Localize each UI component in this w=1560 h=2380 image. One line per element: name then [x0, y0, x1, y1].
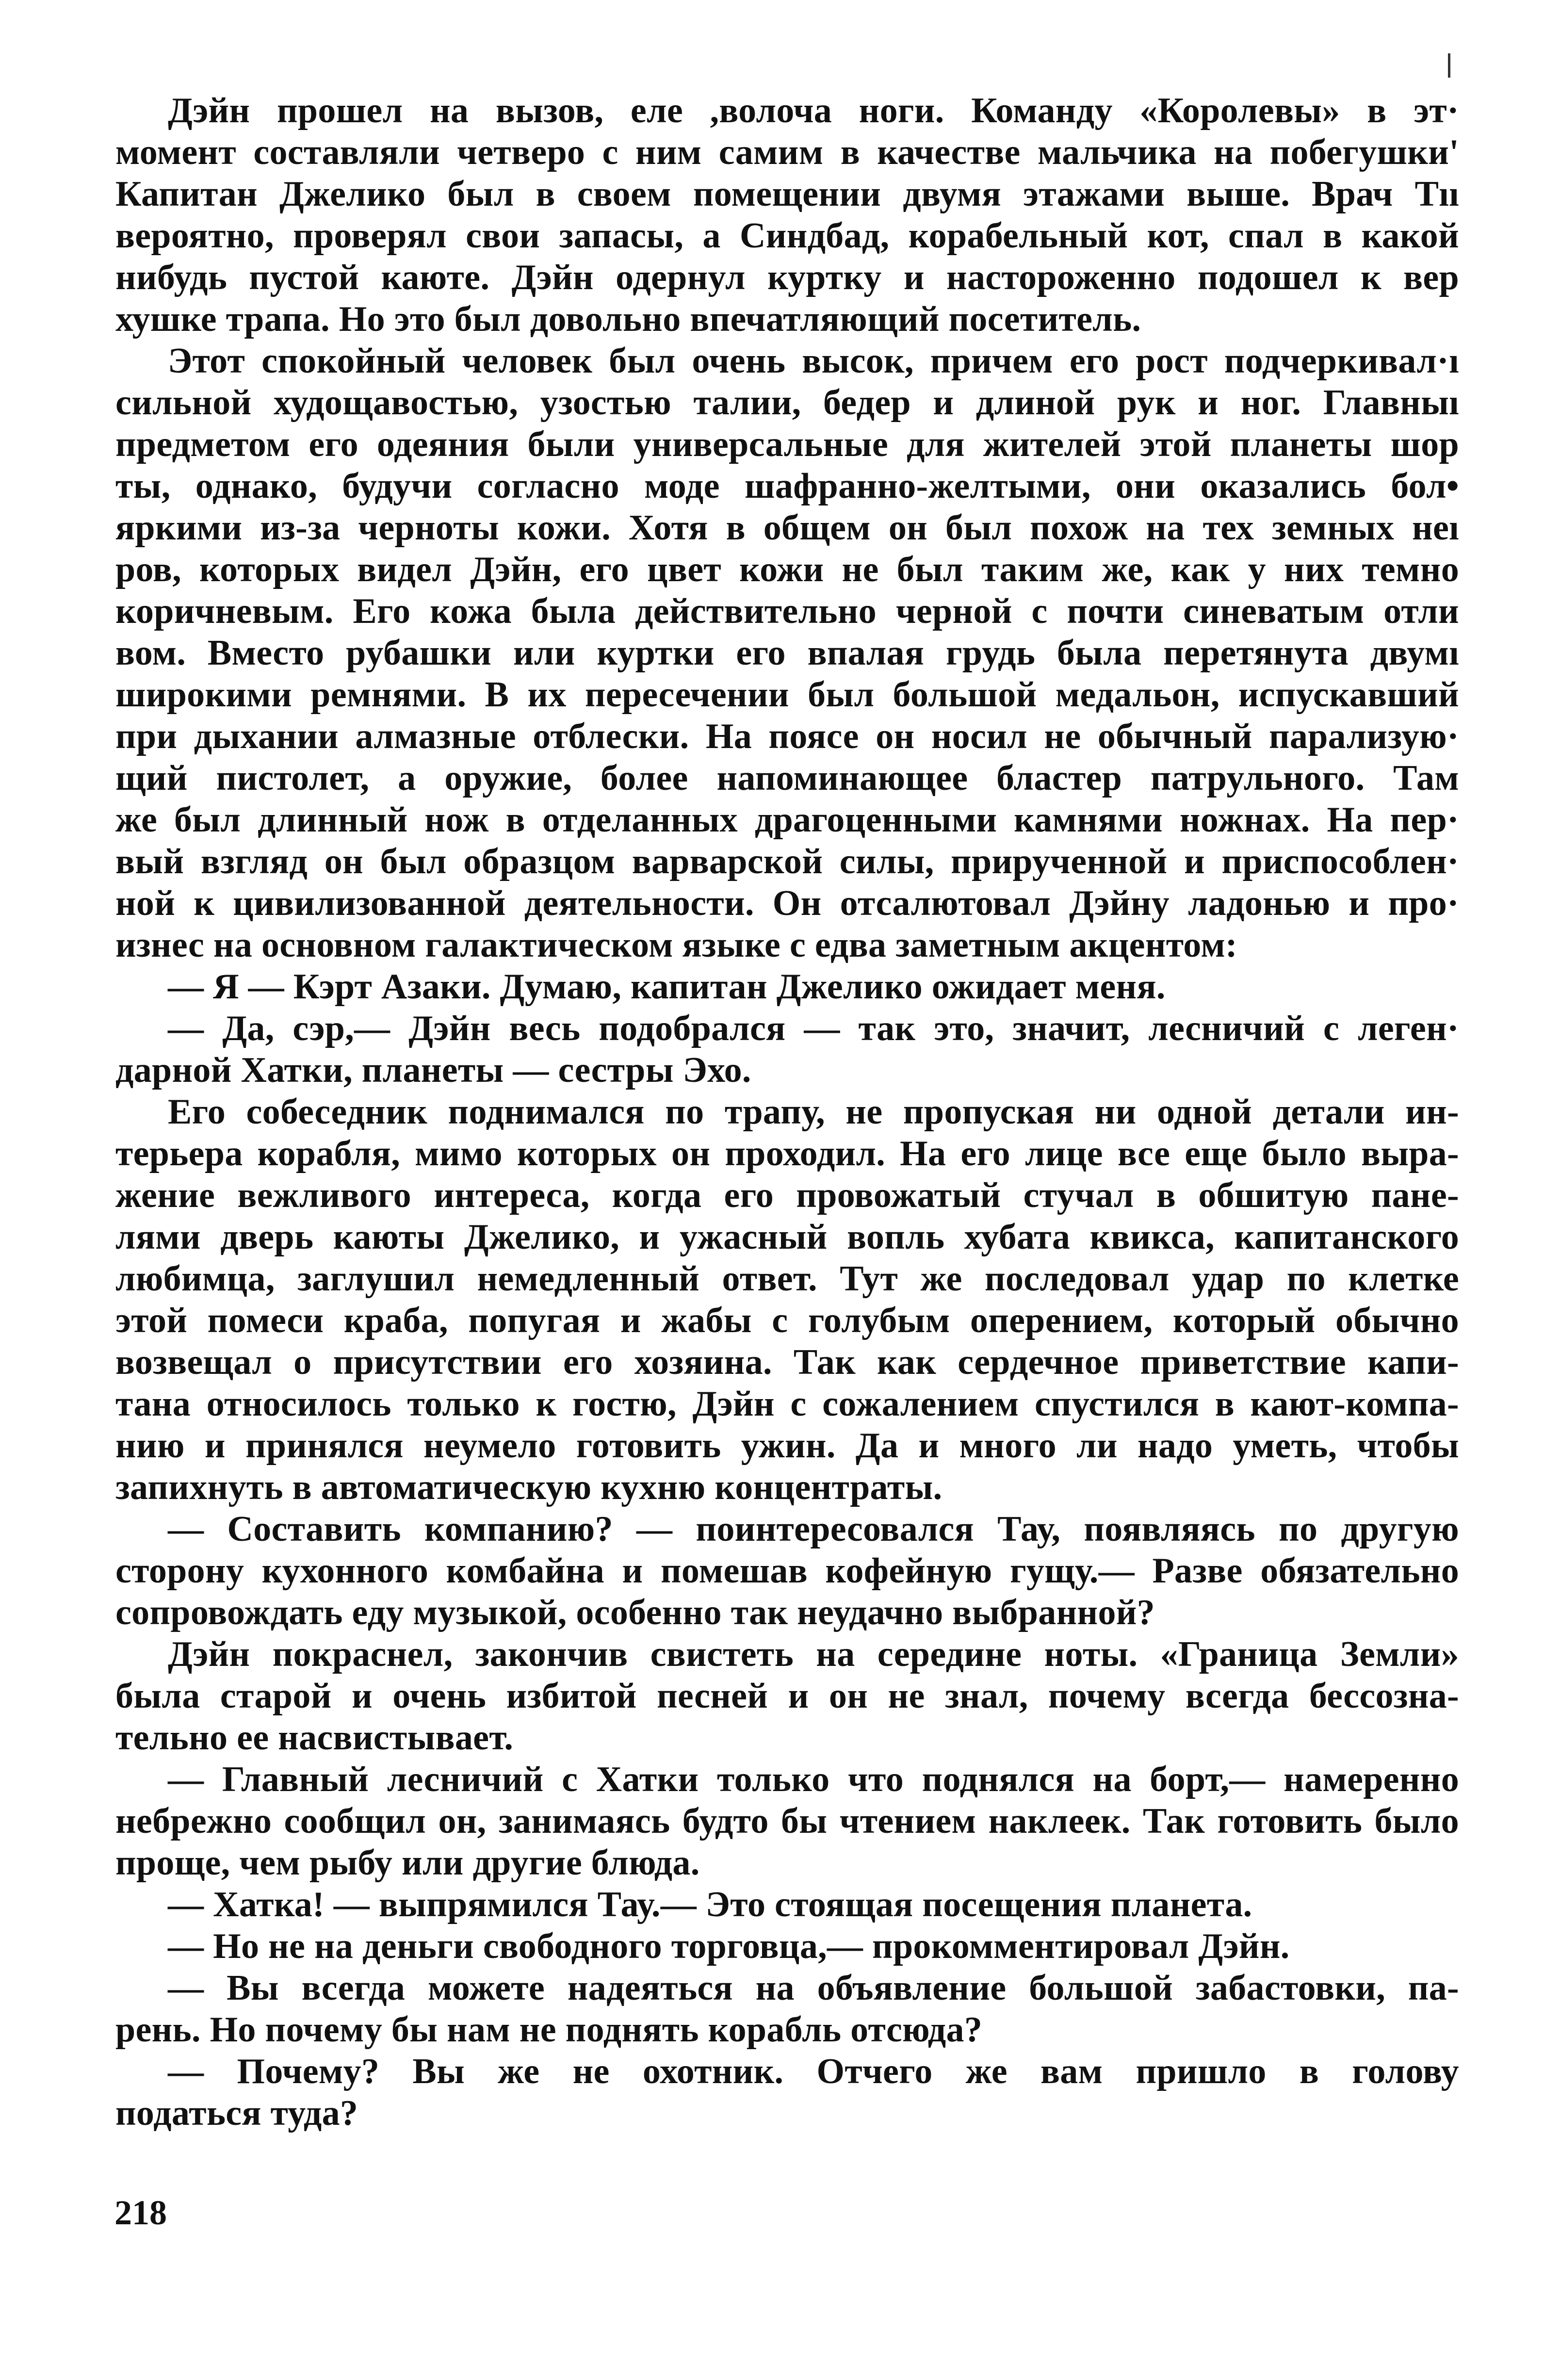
text-line: Его собеседник поднимался по трапу, не пропуская ни одной детали ин-: [168, 1092, 1459, 1132]
text-line: — Хатка! — выпрямился Тау.— Это стоящая посещения планета.: [168, 1885, 1252, 1924]
text-line: — Да, сэр,— Дэйн весь подобрался — так это, значит, лесничий с леген·: [168, 1009, 1459, 1048]
text-line: щий пистолет, а оружие, более напоминающее бластер патрульного. Там: [115, 758, 1459, 798]
text-line: жение вежливого интереса, когда его провожатый стучал в обшитую пане-: [115, 1175, 1459, 1215]
text-line: Дэйн прошел на вызов, еле ,волоча ноги. Команду «Королевы» в эт·: [168, 91, 1459, 130]
margin-mark: [1448, 53, 1450, 78]
text-line: возвещал о присутствии его хозяина. Так как сердечное приветствие капи-: [115, 1342, 1459, 1382]
text-line: — Главный лесничий с Хатки только что поднялся на борт,— намеренно: [168, 1760, 1459, 1799]
text-line: ров, которых видел Дэйн, его цвет кожи не был таким же, как у них темно: [115, 550, 1459, 589]
text-line: — Почему? Вы же не охотник. Отчего же вам пришло в голову: [168, 2052, 1459, 2091]
text-line: предметом его одеяния были универсальные для жителей этой планеты шор: [115, 424, 1459, 464]
text-line: любимца, заглушил немедленный ответ. Тут же последовал удар по клетке: [115, 1259, 1459, 1299]
text-line: при дыхании алмазные отблески. На поясе он носил не обычный парализую·: [115, 717, 1459, 756]
text-line: вый взгляд он был образцом варварской силы, прирученной и приспособлен·: [115, 842, 1459, 881]
text-line: была старой и очень избитой песней и он не знал, почему всегда бессозна-: [115, 1676, 1459, 1716]
text-line: изнес на основном галактическом языке с едва заметным акцентом:: [115, 925, 1237, 965]
text-line: проще, чем рыбу или другие блюда.: [115, 1843, 700, 1883]
text-line: рень. Но почему бы нам не поднять корабль отсюда?: [115, 2010, 983, 2050]
text-line: — Я — Кэрт Азаки. Думаю, капитан Джелико ожидает меня.: [168, 967, 1166, 1007]
text-line: же был длинный нож в отделанных драгоценными камнями ножнах. На пер·: [115, 800, 1459, 840]
text-line: сторону кухонного комбайна и помешав кофейную гущу.— Разве обязательно: [115, 1551, 1459, 1591]
text-line: терьера корабля, мимо которых он проходил. На его лице все еще было выра-: [115, 1134, 1459, 1174]
text-line: тана относилось только к гостю, Дэйн с сожалением спустился в кают-компа-: [115, 1384, 1459, 1424]
page-text: [115, 90, 1459, 2134]
text-line: яркими из-за черноты кожи. Хотя в общем он был похож на тех земных неı: [115, 508, 1459, 548]
text-line: сопровождать еду музыкой, особенно так неудачно выбранной?: [115, 1593, 1155, 1632]
text-line: Дэйн покраснел, закончив свистеть на середине ноты. «Граница Земли»: [168, 1634, 1459, 1674]
text-line: широкими ремнями. В их пересечении был большой медальон, испускавший: [115, 675, 1459, 715]
text-line: податься туда?: [115, 2093, 358, 2133]
text-line: небрежно сообщил он, занимаясь будто бы чтением наклеек. Так готовить было: [115, 1801, 1459, 1841]
text-line: вом. Вместо рубашки или куртки его впалая грудь была перетянута двумı: [115, 633, 1459, 673]
text-line: — Вы всегда можете надеяться на объявление большой забастовки, па-: [168, 1968, 1459, 2008]
text-line: момент составляли четверо с ним самим в качестве мальчика на побегушки': [115, 132, 1459, 172]
text-line: нибудь пустой каюте. Дэйн одернул куртку и настороженно подошел к вер: [115, 258, 1459, 297]
text-line: вероятно, проверял свои запасы, а Синдбад, корабельный кот, спал в какой: [115, 216, 1459, 256]
text-line: тельно ее насвистывает.: [115, 1718, 514, 1758]
text-line: — Составить компанию? — поинтересовался Тау, появляясь по другую: [168, 1509, 1459, 1549]
text-line: — Но не на деньги свободного торговца,— прокомментировал Дэйн.: [168, 1926, 1290, 1966]
text-line: лями дверь каюты Джелико, и ужасный вопль хубата квикса, капитанского: [115, 1217, 1459, 1257]
text-line: коричневым. Его кожа была действительно черной с почти синеватым отли: [115, 591, 1459, 631]
page-number: 218: [114, 2193, 167, 2232]
text-line: Этот спокойный человек был очень высок, причем его рост подчеркивал·ı: [168, 341, 1459, 381]
text-line: хушке трапа. Но это был довольно впечатляющий посетитель.: [115, 299, 1141, 339]
text-line: ты, однако, будучи согласно моде шафранно-желтыми, они оказались бол•: [115, 466, 1459, 506]
text-line: ной к цивилизованной деятельности. Он отсалютовал Дэйну ладонью и про·: [115, 883, 1459, 923]
text-line: сильной худощавостью, узостью талии, бедер и длиной рук и ног. Главныı: [115, 383, 1459, 423]
text-line: дарной Хатки, планеты — сестры Эхо.: [115, 1050, 751, 1090]
text-line: нию и принялся неумело готовить ужин. Да и много ли надо уметь, чтобы: [115, 1426, 1459, 1466]
text-line: этой помеси краба, попугая и жабы с голубым оперением, который обычно: [115, 1301, 1459, 1340]
text-line: Капитан Джелико был в своем помещении двумя этажами выше. Врач Тıı: [115, 174, 1459, 214]
text-line: запихнуть в автоматическую кухню концентраты.: [115, 1467, 942, 1507]
